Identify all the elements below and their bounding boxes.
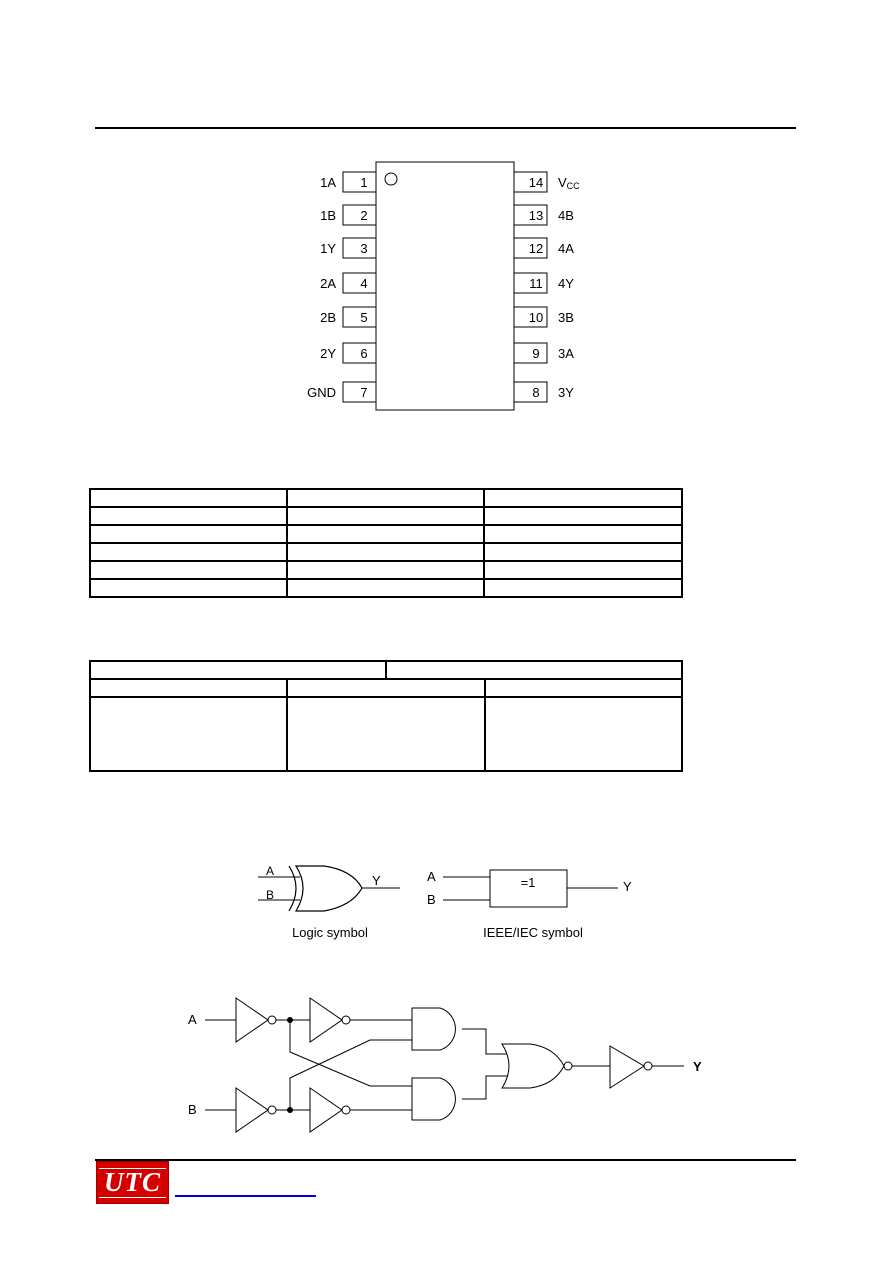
pin-label: 1Y: [320, 241, 336, 256]
inverter-a1: [236, 998, 268, 1042]
ic-package-body: [376, 162, 514, 410]
pin-3: [320, 238, 376, 258]
pin-6: [320, 343, 376, 363]
pin-label: 4B: [558, 208, 574, 223]
pin-14: [514, 172, 580, 192]
pin-1: [320, 172, 376, 192]
logic-symbol: [258, 864, 400, 940]
pin-label: 3B: [558, 310, 574, 325]
junction-dot-a: [287, 1017, 293, 1023]
circuit-input-b: B: [188, 1102, 197, 1117]
table-row: [90, 697, 682, 771]
table-row: [90, 525, 682, 543]
pin-number: 4: [360, 276, 368, 291]
circuit-output-y: Y: [693, 1059, 702, 1074]
utc-logo-text: UTC: [104, 1167, 161, 1197]
pin-number: 2: [360, 208, 368, 223]
pin-8: [514, 382, 574, 402]
table-row: [90, 579, 682, 597]
xor-input-curve: [289, 866, 296, 911]
logic-input-a: A: [266, 864, 275, 878]
ieee-symbol-caption: IEEE/IEC symbol: [483, 925, 583, 940]
pin-number: 14: [528, 175, 544, 190]
and-gate-bottom: [412, 1078, 455, 1120]
pin-number: 8: [532, 385, 540, 400]
ieee-gate-label: =1: [520, 875, 536, 890]
pin-label: 2B: [320, 310, 336, 325]
pin-number: 13: [528, 208, 544, 223]
pin1-marker: [385, 173, 397, 185]
pin-number: 5: [360, 310, 368, 325]
pin-number: 10: [528, 310, 544, 325]
ieee-input-b: B: [427, 892, 436, 907]
ieee-input-a: A: [427, 869, 436, 884]
table-row: [90, 661, 682, 679]
logic-diagram: [0, 990, 892, 1150]
pin-13: [514, 205, 574, 225]
or-gate: [502, 1044, 564, 1088]
pinout-diagram: [0, 0, 892, 440]
pin-label: 3A: [558, 346, 574, 361]
and-gate-top: [412, 1008, 455, 1050]
table-row: [90, 561, 682, 579]
pin-label: 4Y: [558, 276, 574, 291]
pin-4: [320, 273, 376, 293]
gate-symbols: [0, 850, 892, 970]
function-table: [89, 660, 683, 772]
pin-label: 4A: [558, 241, 574, 256]
pin-number: 1: [360, 175, 368, 190]
xor-gate-body: [296, 866, 362, 911]
table-row: [90, 679, 682, 697]
pin-label: VCC: [558, 175, 580, 191]
pin-5: [320, 307, 376, 327]
website-link[interactable]: [175, 1195, 316, 1197]
pin-label: GND: [307, 385, 336, 400]
pin-label: 2Y: [320, 346, 336, 361]
pin-number: 12: [528, 241, 544, 256]
table-row: [90, 543, 682, 561]
table-row: [90, 507, 682, 525]
inverter-a2: [310, 998, 342, 1042]
pin-number: 3: [360, 241, 368, 256]
pin-7: [307, 382, 376, 402]
logic-symbol-caption: Logic symbol: [292, 925, 368, 940]
pin-11: [514, 273, 574, 293]
circuit-input-a: A: [188, 1012, 197, 1027]
pin-2: [320, 205, 376, 225]
footer-rule: [95, 1159, 796, 1161]
pin-label: 1A: [320, 175, 336, 190]
logic-input-b: B: [266, 888, 275, 902]
inverter-out: [610, 1046, 644, 1088]
pin-10: [514, 307, 574, 327]
utc-logo: [96, 1161, 169, 1204]
pin-label: 2A: [320, 276, 336, 291]
inverter-b2: [310, 1088, 342, 1132]
inverter-b1: [236, 1088, 268, 1132]
pin-number: 7: [360, 385, 368, 400]
table-row: [90, 489, 682, 507]
junction-dot-b: [287, 1107, 293, 1113]
ieee-output-y: Y: [623, 879, 632, 894]
logic-output-y: Y: [372, 873, 381, 888]
pin-12: [514, 238, 574, 258]
pin-label: 3Y: [558, 385, 574, 400]
pin-number: 6: [360, 346, 368, 361]
pin-label: 1B: [320, 208, 336, 223]
ieee-symbol: [427, 869, 632, 940]
pin-description-table: [89, 488, 683, 598]
pin-number: 11: [529, 276, 543, 291]
pin-number: 9: [532, 346, 540, 361]
pin-9: [514, 343, 574, 363]
